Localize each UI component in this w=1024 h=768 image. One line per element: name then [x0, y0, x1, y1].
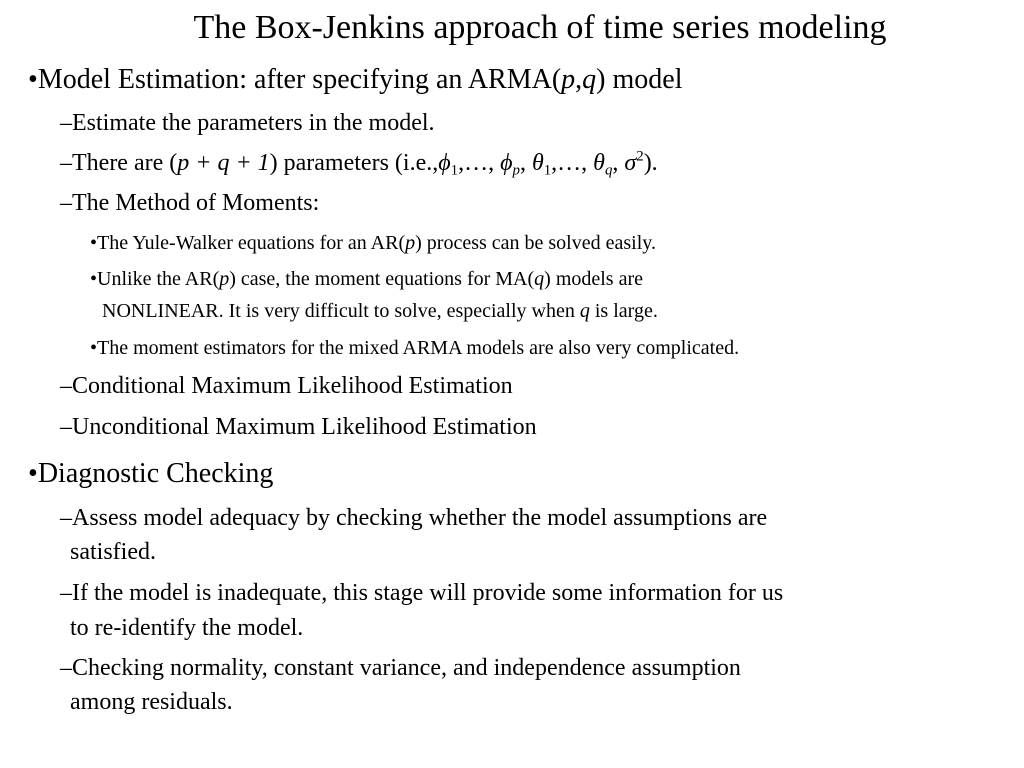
comma: , — [519, 150, 526, 176]
dash-marker: – — [60, 580, 72, 606]
conditional-mle-text: Conditional Maximum Likelihood Estimation — [72, 373, 513, 399]
q-symbol: q — [582, 64, 597, 95]
dash-marker: – — [60, 655, 72, 681]
comma: , — [575, 64, 583, 95]
dash-marker: – — [60, 110, 72, 136]
subitem-ma-nonlinear — [90, 266, 643, 292]
item-model-inadequate-continued: to re-identify the model. — [70, 615, 304, 641]
subitem-yule-walker — [90, 230, 656, 256]
unlike-prefix: Unlike the AR( — [97, 268, 220, 290]
p-symbol: p — [561, 64, 576, 95]
estimation-heading-suffix: ) model — [596, 64, 683, 95]
phi-symbol: ϕ — [500, 150, 513, 176]
ellipsis: ,…, — [551, 150, 594, 176]
slide-title: The Box-Jenkins approach of time series modeling — [193, 9, 887, 46]
p-symbol: p — [219, 268, 230, 290]
item-conditional-mle — [60, 371, 513, 401]
dash-marker: – — [60, 373, 72, 399]
unlike-suffix: ) models are — [544, 268, 644, 290]
subscript-1: 1 — [450, 162, 459, 179]
item-unconditional-mle — [60, 412, 537, 442]
sigma-symbol: σ — [624, 150, 637, 176]
unconditional-mle-text: Unconditional Maximum Likelihood Estimation — [72, 414, 537, 440]
bullet-marker: • — [28, 458, 38, 489]
estimate-params-text: Estimate the parameters in the model. — [72, 110, 435, 136]
yule-walker-prefix: The Yule-Walker equations for an AR( — [97, 232, 406, 254]
theta-symbol: θ — [593, 150, 605, 176]
dash-marker: – — [60, 150, 72, 176]
dash-marker: – — [60, 414, 72, 440]
estimation-heading-prefix: Model Estimation: after specifying an ARMA( — [37, 64, 562, 95]
subscript-1: 1 — [543, 162, 552, 179]
subitem-ma-nonlinear-continued — [102, 298, 658, 324]
item-checking-normality — [60, 653, 741, 683]
close-paren: ). — [643, 150, 658, 176]
q-symbol: q — [534, 268, 545, 290]
nonlinear-suffix: is large. — [589, 300, 658, 322]
ellipsis: ,…, — [458, 150, 501, 176]
mixed-arma-text: The moment estimators for the mixed ARMA models are also very complicated. — [97, 337, 740, 359]
yule-walker-suffix: ) process can be solved easily. — [415, 232, 656, 254]
bullet-diagnostic-checking — [28, 457, 273, 491]
bullet-marker: • — [90, 268, 98, 290]
item-assess-adequacy — [60, 503, 767, 533]
p-symbol: p — [405, 232, 416, 254]
superscript-2: 2 — [636, 148, 644, 165]
q-symbol: q — [579, 300, 590, 322]
nonlinear-prefix: NONLINEAR. It is very difficult to solve, especially when — [102, 300, 580, 322]
method-of-moments-text: The Method of Moments: — [72, 190, 320, 216]
item-model-inadequate — [60, 578, 783, 608]
item-assess-adequacy-continued: satisfied. — [70, 539, 156, 565]
dash-marker: – — [60, 190, 72, 216]
normality-line1: Checking normality, constant variance, and independence assumption — [72, 655, 741, 681]
inadequate-line1: If the model is inadequate, this stage will provide some information for us — [72, 580, 784, 606]
adequacy-line1: Assess model adequacy by checking whether the model assumptions are — [72, 505, 768, 531]
diagnostic-heading: Diagnostic Checking — [37, 458, 274, 489]
item-estimate-params — [60, 108, 435, 138]
bullet-model-estimation — [28, 63, 682, 97]
item-checking-normality-continued: among residuals. — [70, 689, 233, 715]
comma: , — [612, 150, 619, 176]
there-are-prefix: There are ( — [72, 150, 178, 176]
bullet-marker: • — [90, 232, 98, 254]
bullet-marker: • — [90, 337, 98, 359]
subscript-p: p — [512, 162, 520, 179]
dash-marker: – — [60, 505, 72, 531]
subscript-q: q — [604, 162, 613, 179]
item-parameter-count — [60, 148, 658, 178]
p-plus-q-plus-1: p + q + 1 — [177, 150, 270, 176]
there-are-mid: ) parameters (i.e., — [269, 150, 439, 176]
subitem-mixed-arma — [90, 335, 739, 361]
item-method-of-moments — [60, 188, 319, 218]
bullet-marker: • — [28, 64, 38, 95]
unlike-mid: ) case, the moment equations for MA( — [229, 268, 535, 290]
phi-symbol: ϕ — [438, 150, 451, 176]
theta-symbol: θ — [531, 150, 544, 176]
